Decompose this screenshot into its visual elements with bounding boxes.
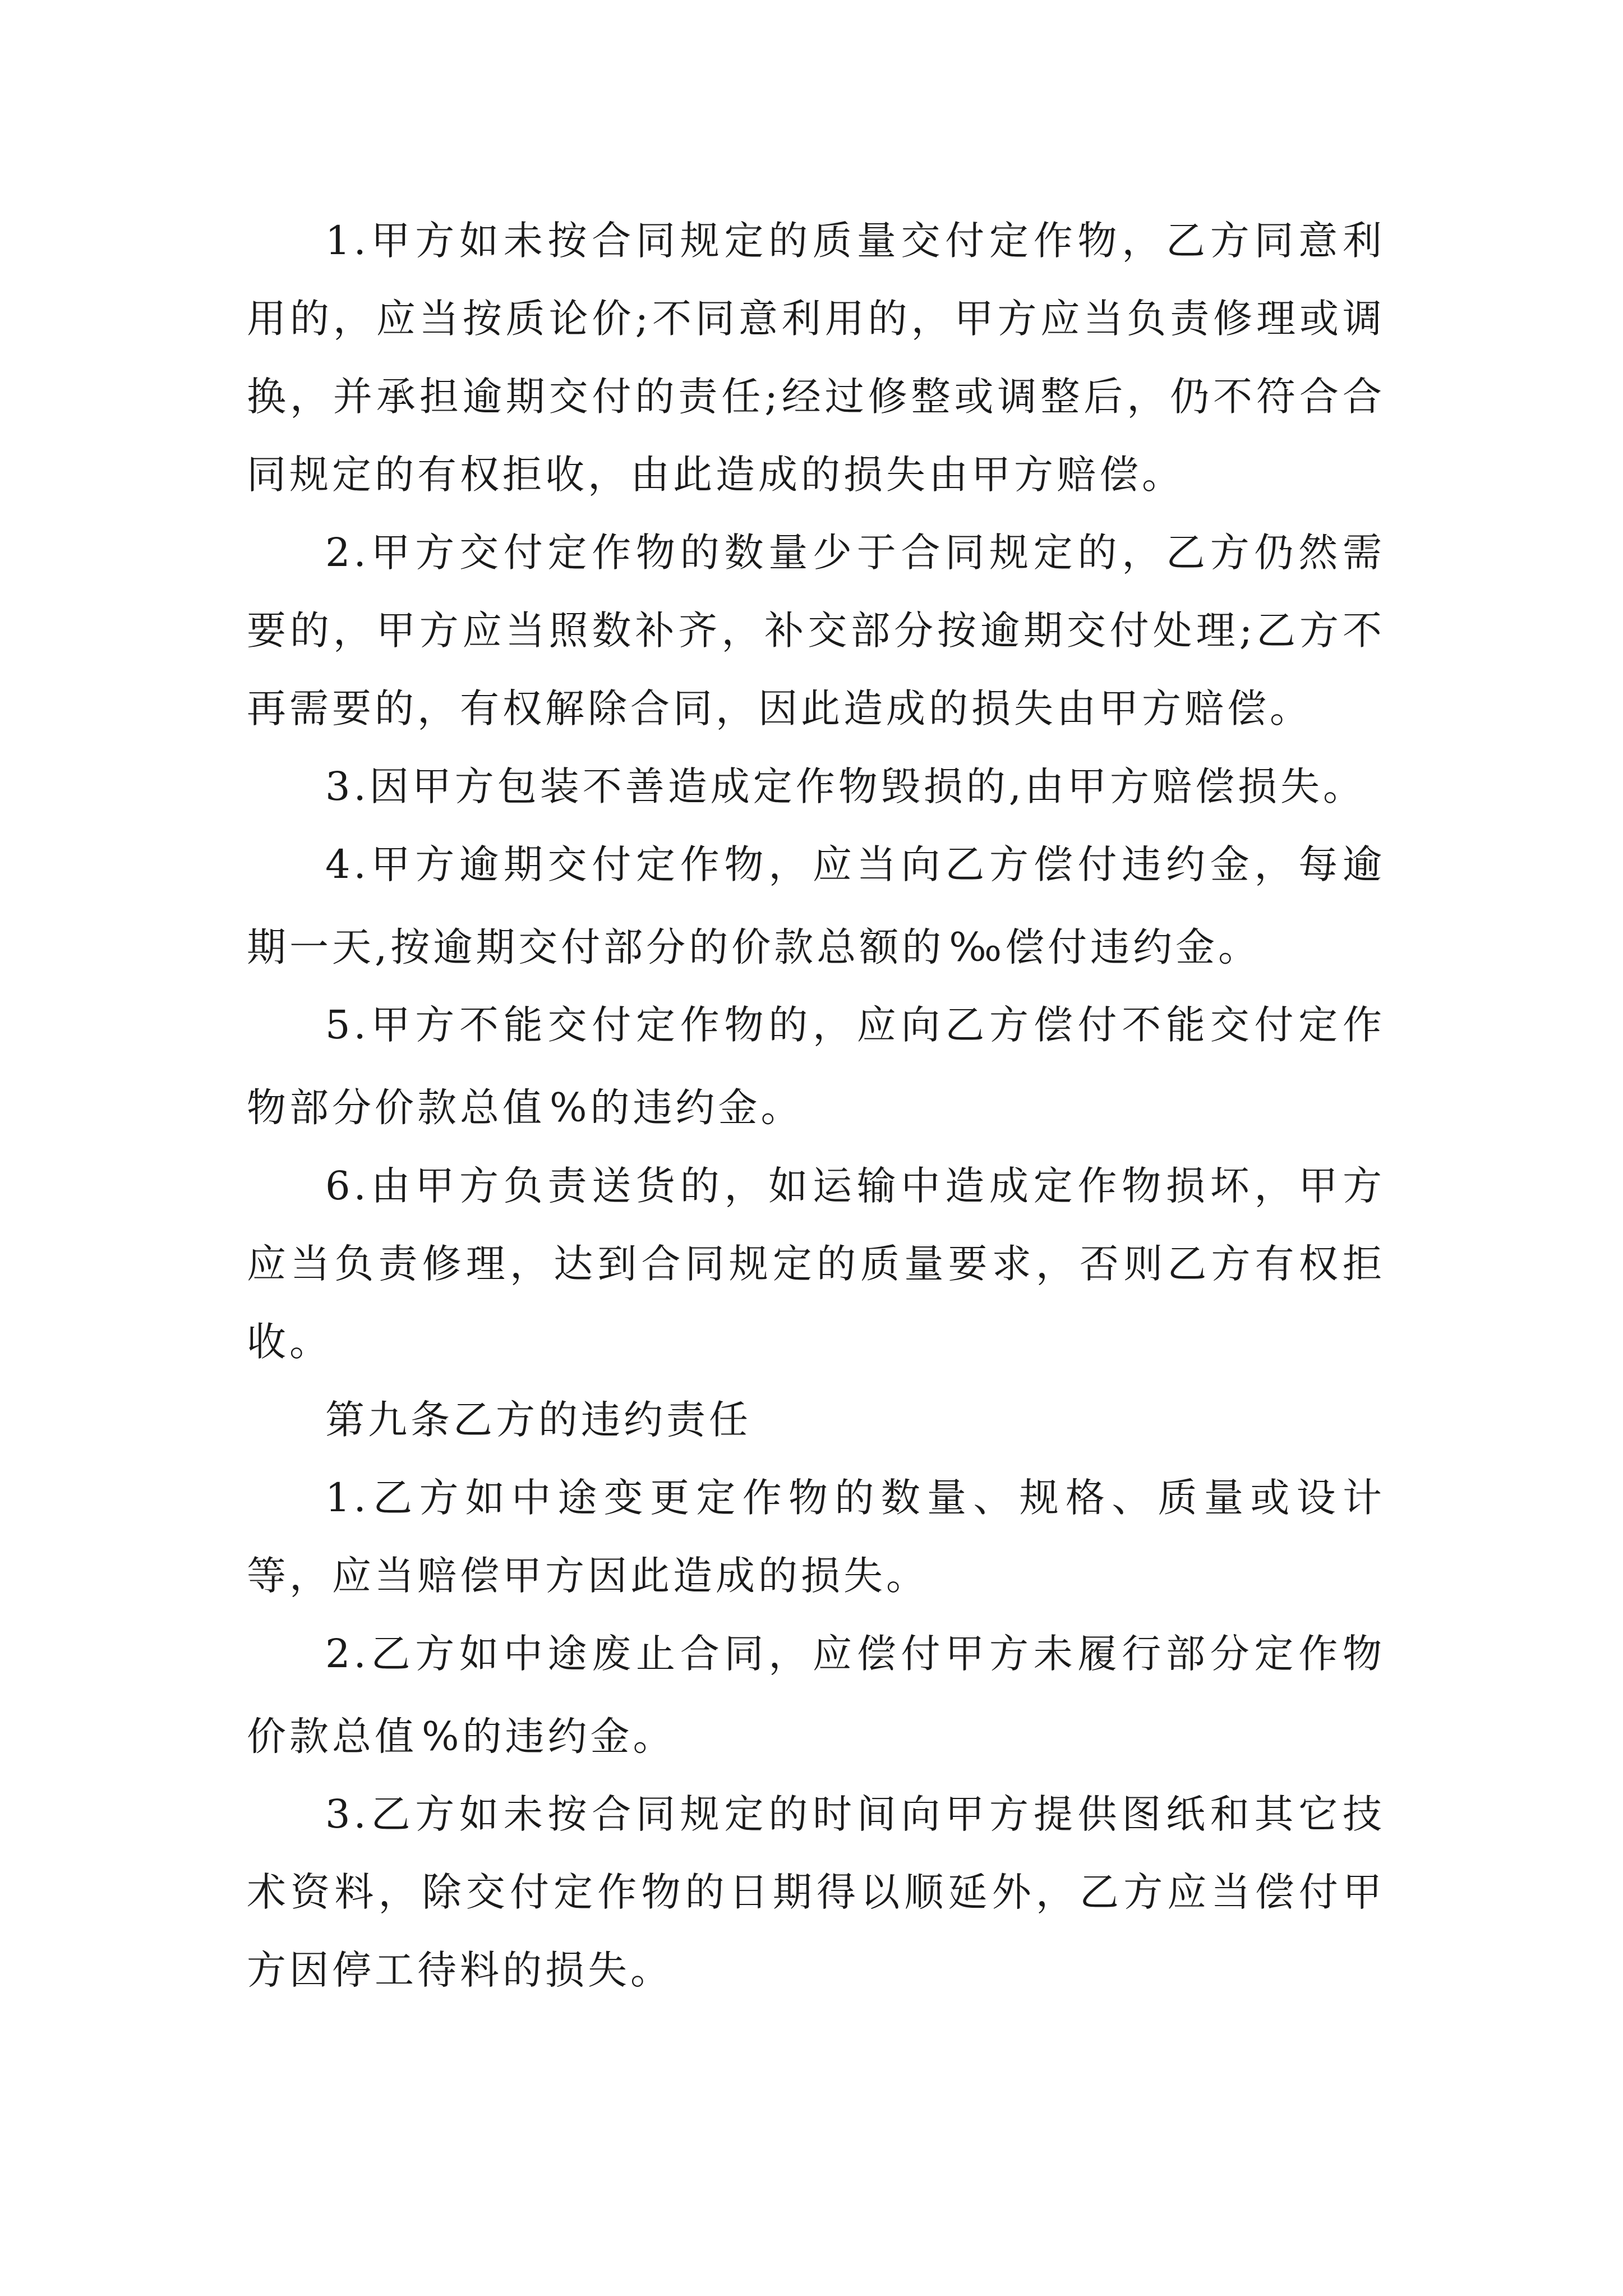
document-body (247, 202, 1385, 2009)
clause-paragraph (247, 986, 1385, 1147)
section-heading (247, 1381, 1385, 1459)
clause-paragraph (247, 1147, 1385, 1381)
clause-paragraph (247, 1775, 1385, 2009)
clause-paragraph (247, 748, 1385, 826)
paragraph-text: 2.甲方交付定作物的数量少于合同规定的，乙方仍然需要的，甲方应当照数补齐，补交部分按逾期交付处理;乙方不再需要的，有权解除合同，因此造成的损失由甲方赔偿。 (247, 530, 1385, 731)
clause-paragraph (247, 1615, 1385, 1775)
paragraph-text-before-blank: 2.乙方如中途废止合同，应偿付甲方未履行部分定作物价款总值 (247, 1630, 1385, 1760)
paragraph-text: 6.由甲方负责送货的，如运输中造成定作物损坏，甲方应当负责修理，达到合同规定的质量要求，否则乙方有权拒收。 (247, 1162, 1385, 1365)
paragraph-text-after-blank: %的违约金。 (550, 1084, 804, 1131)
paragraph-text: 3.因甲方包装不善造成定作物毁损的,由甲方赔偿损失。 (325, 763, 1366, 809)
paragraph-text-after-blank: %的违约金。 (422, 1713, 676, 1760)
clause-paragraph (247, 1459, 1385, 1615)
paragraph-text: 1.甲方如未按合同规定的质量交付定作物，乙方同意利用的，应当按质论价;不同意利用的，甲方应当负责修理或调换，并承担逾期交付的责任;经过修整或调整后，仍不符合合同规定的有权拒收，由此造成的损失由甲方赔偿。 (247, 218, 1385, 498)
clause-paragraph (247, 826, 1385, 986)
paragraph-text-after-blank: ‰偿付违约金。 (949, 924, 1261, 970)
heading-text: 第九条乙方的违约责任 (325, 1396, 751, 1443)
paragraph-text: 1.乙方如中途变更定作物的数量、规格、质量或设计等，应当赔偿甲方因此造成的损失。 (247, 1474, 1385, 1599)
paragraph-text-before-blank: 5.甲方不能交付定作物的，应向乙方偿付不能交付定作物部分价款总值 (247, 1002, 1385, 1131)
clause-paragraph (247, 514, 1385, 748)
paragraph-text-before-blank: 4.甲方逾期交付定作物，应当向乙方偿付违约金，每逾期一天,按逾期交付部分的价款总额的 (247, 841, 1385, 970)
clause-paragraph (247, 202, 1385, 514)
paragraph-text: 3.乙方如未按合同规定的时间向甲方提供图纸和其它技术资料，除交付定作物的日期得以顺延外，乙方应当偿付甲方因停工待料的损失。 (247, 1791, 1385, 1994)
